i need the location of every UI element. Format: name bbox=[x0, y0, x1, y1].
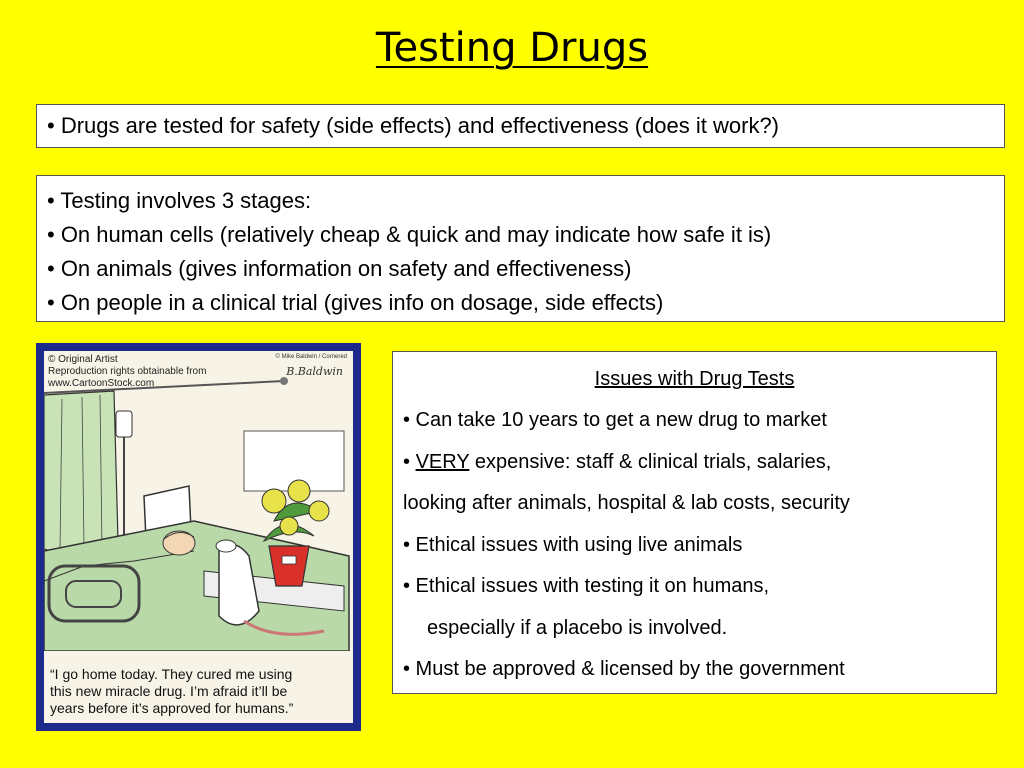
cartoon-copyright: © Mike Baldwin / Cornered bbox=[275, 354, 347, 360]
stage-human-cells: • On human cells (relatively cheap & quick and may indicate how safe it is) bbox=[47, 222, 772, 247]
issue-animal-ethics: • Ethical issues with using live animals bbox=[403, 533, 743, 556]
stages-intro: • Testing involves 3 stages: bbox=[47, 188, 312, 213]
stages-box bbox=[36, 175, 1005, 322]
issues-box bbox=[392, 351, 997, 694]
cartoon-image bbox=[44, 351, 353, 723]
credit-line: Reproduction rights obtainable from bbox=[48, 366, 207, 377]
summary-line: • Drugs are tested for safety (side effects) and effectiveness (does it work?) bbox=[47, 113, 780, 138]
issue-time: • Can take 10 years to get a new drug to market bbox=[403, 409, 827, 431]
cartoon-frame bbox=[36, 343, 361, 731]
cartoon-caption bbox=[50, 666, 346, 717]
issue-cost bbox=[403, 442, 996, 484]
issue-cost-continued: looking after animals, hospital & lab costs, security bbox=[403, 492, 850, 514]
issues-heading: Issues with Drug Tests bbox=[594, 368, 795, 390]
hospital-scene-illustration bbox=[44, 351, 353, 651]
stage-clinical-trial: • On people in a clinical trial (gives info on dosage, side effects) bbox=[47, 290, 664, 315]
caption-line: this new miracle drug. I’m afraid it’ll be bbox=[50, 683, 288, 699]
artist-signature: B.Baldwin bbox=[286, 365, 343, 378]
caption-line: “I go home today. They cured me using bbox=[50, 666, 293, 682]
stage-animals: • On animals (gives information on safety and effectiveness) bbox=[47, 256, 632, 281]
cartoon-credit bbox=[48, 354, 206, 390]
credit-line: www.CartoonStock.com bbox=[48, 378, 155, 389]
summary-box bbox=[36, 104, 1005, 148]
credit-line: © Original Artist bbox=[48, 354, 118, 365]
emphasis-very: VERY bbox=[415, 450, 470, 473]
caption-line: years before it’s approved for humans.” bbox=[50, 700, 294, 716]
slide-title: Testing Drugs bbox=[375, 25, 649, 71]
bullet: • bbox=[403, 450, 416, 473]
issue-human-ethics: • Ethical issues with testing it on humans, bbox=[403, 575, 770, 597]
issue-human-ethics-continued: especially if a placebo is involved. bbox=[427, 616, 728, 639]
issue-approval: • Must be approved & licensed by the government bbox=[403, 658, 845, 680]
issue-cost-text: expensive: staff & clinical trials, salaries, bbox=[469, 450, 832, 473]
